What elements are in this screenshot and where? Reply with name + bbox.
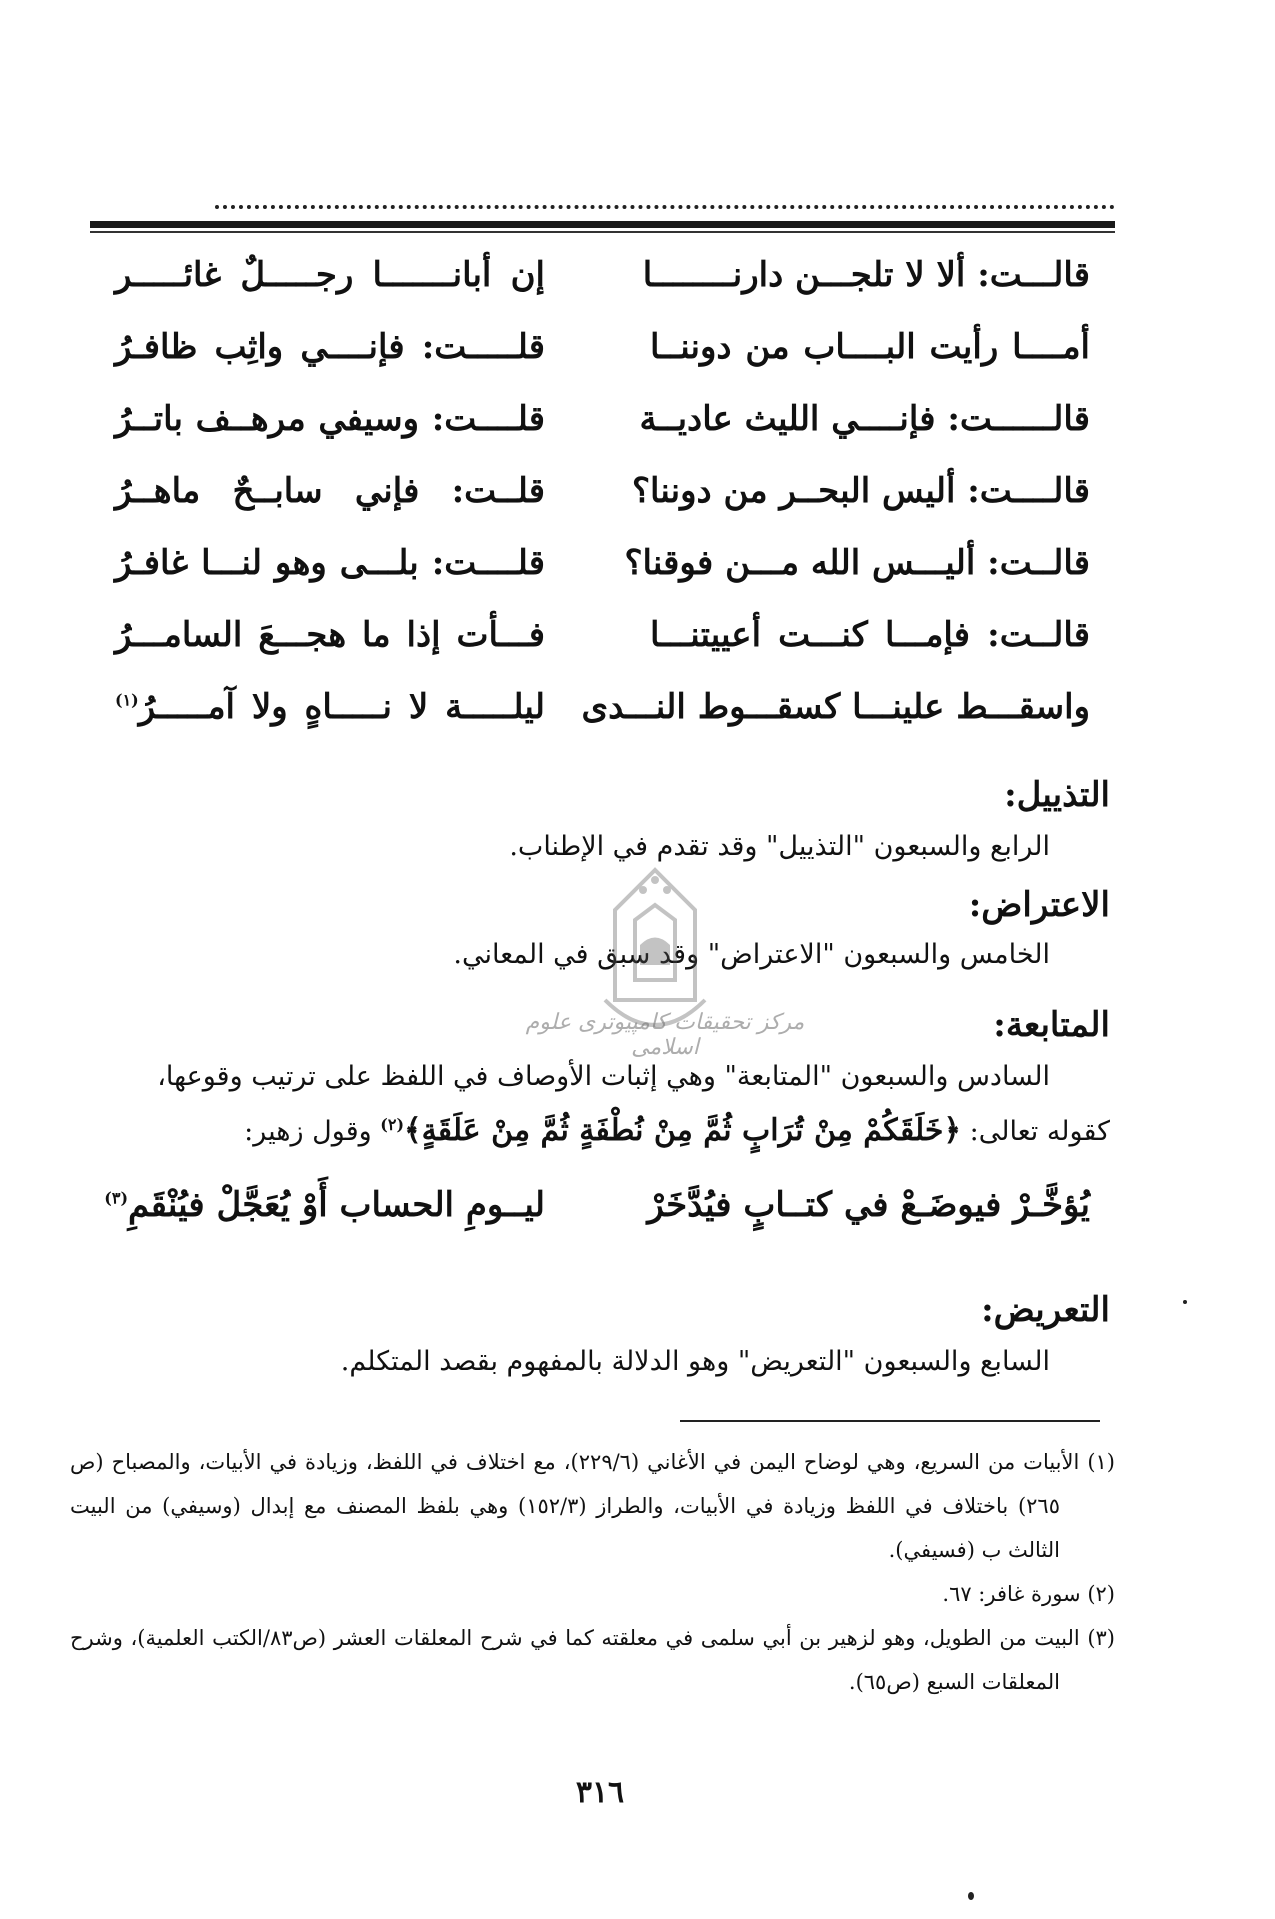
- section-heading: التعريض:: [981, 1290, 1110, 1330]
- quran-verse: ﴿خَلَقَكُمْ مِنْ تُرَابٍ ثُمَّ مِنْ نُطْفَةٍ ثُمَّ مِنْ عَلَقَةٍ﴾: [404, 1113, 962, 1148]
- section-heading: التذييل:: [1004, 775, 1110, 815]
- section-text-continued: [80, 1101, 1110, 1156]
- verse-second-hemistich: قلــــت: وسيفي مرهــف باتــرُ: [115, 399, 545, 439]
- quran-intro: كقوله تعالى:: [969, 1116, 1110, 1147]
- section-text: السابع والسبعون "التعريض" وهو الدلالة بالمفهوم بقصد المتكلم.: [340, 1346, 1050, 1377]
- verse-first-hemistich: قالــت: فإمـــا كنـــت أعييتنـــا: [650, 615, 1090, 655]
- header-rule-thin: [90, 231, 1115, 233]
- footnote: (٢) سورة غافر: ٦٧.: [942, 1582, 1115, 1606]
- footnote-ref: (٣): [104, 1188, 129, 1208]
- verse-first-hemistich: أمــــا رأيت البــــاب من دوننــا: [650, 327, 1090, 367]
- verse-second-hemistich-text: ليلـــــة لا نـــــاهٍ ولا آمـــــرُ: [138, 687, 545, 727]
- section-heading: المتابعة:: [993, 1005, 1110, 1045]
- verse: [100, 255, 1100, 327]
- verse: [100, 615, 1100, 687]
- verse-first-hemistich: قالــت: أليـــس الله مـــن فوقنا؟: [624, 543, 1090, 583]
- footnote-ref: (٢): [380, 1115, 405, 1134]
- footnote: (١) الأبيات من السريع، وهي لوضاح اليمن في الأغاني (٢٢٩/٦)، مع اختلاف في اللفظ، وزيادة في الأبيات، والمصباح (ص ٢٦٥) باختلاف في اللفظ وزيادة في الأبيات، والطراز (١٥٢/٣) وهي بلفظ المصنف مع إبدال (وسيفي) من البيت الثالث ب (فسيفي).: [70, 1450, 1115, 1562]
- verse: [100, 399, 1100, 471]
- verse-second-hemistich: فـــأت إذا ما هجـــعَ السامـــرُ: [115, 615, 545, 655]
- verse-first-hemistich: قالــــت: أليس البحــر من دوننا؟: [632, 471, 1090, 511]
- verse-second-hemistich-text: ليــومِ الحساب أَوْ يُعَجَّلْ فيُنْقَمِ: [128, 1185, 545, 1225]
- zuhair-intro: وقول زهير:: [244, 1116, 372, 1147]
- zuhair-verse: [100, 1185, 1100, 1245]
- section-heading: الاعتراض:: [968, 885, 1110, 925]
- verse-second-hemistich: قلــــت: بلـــى وهو لنـــا غافـرُ: [115, 543, 545, 583]
- verse-first-hemistich: واسقـــط علينـــا كسقـــوط النـــدى: [581, 687, 1090, 727]
- verse: [100, 687, 1100, 759]
- verse-first-hemistich: يُؤخَّـرْ فيوضَـعْ في كتــابٍ فيُدَّخَرْ: [647, 1185, 1090, 1225]
- section-tarid: [80, 1290, 1110, 1386]
- scan-speck: [1183, 1300, 1187, 1304]
- verse: [100, 543, 1100, 615]
- verse-second-hemistich: إن أبانـــــــا رجـــــلٌ غائـــــر: [115, 255, 545, 295]
- footnotes: [70, 1440, 1115, 1704]
- section-text: الرابع والسبعون "التذييل" وقد تقدم في الإطناب.: [509, 831, 1050, 862]
- watermark-text: مركز تحقيقات كامپيوتری علوم اسلامی: [525, 1010, 805, 1060]
- header-rule: [90, 221, 1115, 228]
- verse-first-hemistich: قالـــت: ألا لا تلجـــن دارنــــــــا: [642, 255, 1090, 295]
- verse: [100, 471, 1100, 543]
- footnote-separator: [680, 1420, 1100, 1422]
- header-dotted-line: [215, 205, 1115, 209]
- verse-first-hemistich: قالــــــت: فإنــــي الليث عاديــة: [639, 399, 1090, 439]
- verse-second-hemistich: [115, 687, 545, 727]
- poem: [100, 255, 1100, 759]
- section-text: السادس والسبعون "المتابعة" وهي إثبات الأوصاف في اللفظ على ترتيب وقوعها،: [157, 1061, 1050, 1092]
- verse-second-hemistich: قلـــــت: فإنــــي واثِب ظافـرُ: [115, 327, 545, 367]
- scan-speck: [968, 1892, 974, 1900]
- verse: [100, 327, 1100, 399]
- footnote: (٣) البيت من الطويل، وهو لزهير بن أبي سلمى في معلقته كما في شرح المعلقات العشر (ص٨٣/الكتب العلمية)، وشرح المعلقات السبع (ص٦٥).: [70, 1626, 1115, 1694]
- section-text: الخامس والسبعون "الاعتراض" وقد سبق في المعاني.: [453, 939, 1050, 970]
- verse-second-hemistich: [104, 1185, 545, 1225]
- page-number: ٣١٦: [575, 1775, 625, 1810]
- verse-second-hemistich: قلــت: فإني سابــحٌ ماهــرُ: [115, 471, 545, 511]
- footnote-ref: (١): [115, 690, 139, 710]
